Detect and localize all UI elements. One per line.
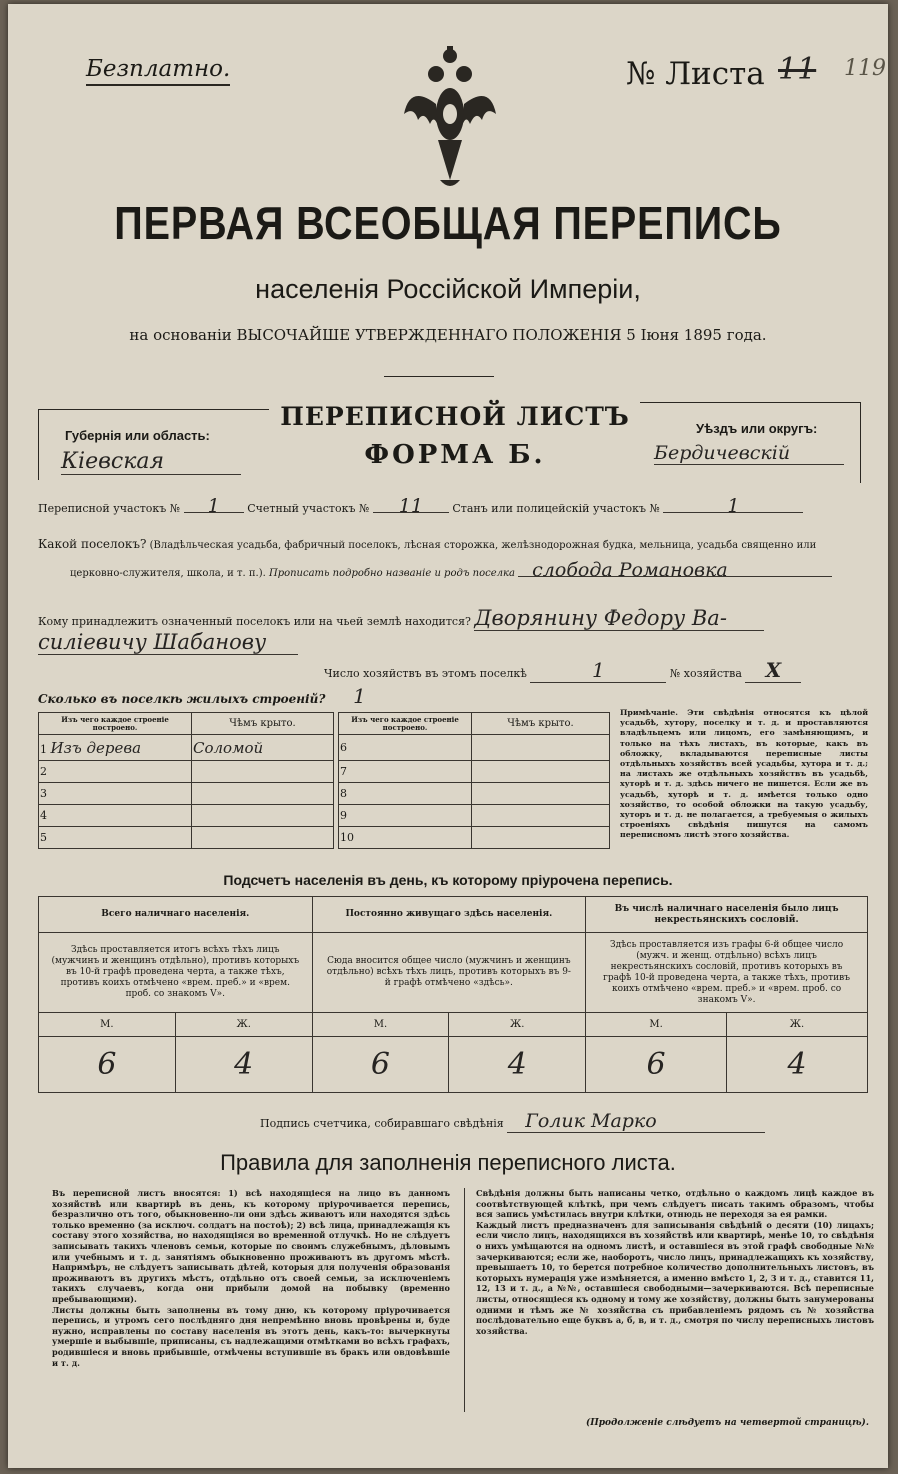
free-label: Безплатно. bbox=[86, 56, 230, 86]
uezd-label: Уѣздъ или округъ: bbox=[696, 421, 818, 436]
material-cell bbox=[339, 783, 472, 805]
rules-continued-note: (Продолженіе слѣдуетъ на четвертой страницѣ). bbox=[586, 1418, 869, 1428]
male-header: М. bbox=[312, 1013, 449, 1037]
total-male-count: 6 bbox=[39, 1037, 176, 1093]
row-number: 3 bbox=[40, 787, 47, 800]
household-number-label: № хозяйства bbox=[669, 667, 742, 680]
rules-heading: Правила для заполненія переписного листа. bbox=[220, 1150, 676, 1175]
owner-line bbox=[38, 606, 868, 631]
gubernia-label: Губернія или область: bbox=[65, 428, 210, 443]
table-row bbox=[39, 827, 334, 849]
owner-label: Кому принадлежитъ означенный поселокъ или на чьей землѣ находится? bbox=[38, 615, 471, 628]
population-table bbox=[38, 896, 868, 1093]
signature-line bbox=[260, 1110, 765, 1133]
non-peasant-female-count: 4 bbox=[727, 1037, 868, 1093]
table-row bbox=[339, 761, 610, 783]
signature-value: Голик Марко bbox=[507, 1110, 765, 1133]
population-title-row bbox=[39, 897, 868, 933]
material-column-header: Изъ чего каждое строеніе построено. bbox=[339, 713, 472, 735]
buildings-table-right bbox=[338, 712, 610, 849]
material-cell bbox=[39, 783, 192, 805]
roof-value bbox=[472, 827, 610, 849]
count-district-label: Счетный участокъ № bbox=[247, 502, 370, 515]
permanent-male-count: 6 bbox=[312, 1037, 449, 1093]
roof-value bbox=[192, 783, 334, 805]
row-number: 5 bbox=[40, 831, 47, 844]
households-count-value: 1 bbox=[530, 658, 666, 683]
material-cell bbox=[339, 735, 472, 761]
row-number: 4 bbox=[40, 809, 47, 822]
title-divider bbox=[384, 376, 494, 377]
count-row bbox=[39, 1037, 868, 1093]
roof-value bbox=[472, 783, 610, 805]
material-cell bbox=[339, 761, 472, 783]
permanent-female-count: 4 bbox=[449, 1037, 586, 1093]
roof-value bbox=[472, 805, 610, 827]
non-peasant-population-title: Въ числѣ наличнаго населенія было лицъ некрестьянскихъ сословій. bbox=[586, 897, 868, 933]
gubernia-value: Кіевская bbox=[61, 449, 241, 475]
buildings-note: Примѣчаніе. Эти свѣдѣнія относятся къ цѣлой усадьбѣ, хутору, поселку и т. д. и проставляются владѣльцемъ или лицомъ, его замѣняющимъ, и только на тѣхъ листахъ, въ которые, какъ въ обложку, вкладываются переписные листы отдѣльныхъ хозяйствъ всей усадьбы, хутора и т. д.; на листахъ же отдѣльныхъ хозяйствъ въ усадьбѣ, хуторѣ и т. д. здѣсь ничего не пишется. Если же въ усадьбѣ, хуторѣ и т. д. имѣется только одно хозяйство, то особой обложки на такую усадьбу, хуторъ и т. д. не полагается, а требуемыя о жилыхъ строеніяхъ свѣдѣнія пишутся на самомъ переписномъ листѣ этого хозяйства. bbox=[620, 708, 868, 840]
uezd-value: Бердичевскій bbox=[654, 442, 844, 465]
male-header: М. bbox=[586, 1013, 727, 1037]
settlement-instruction: Прописать подробно названіе и родъ поселка bbox=[268, 568, 515, 579]
table-row bbox=[39, 783, 334, 805]
settlement-question-line bbox=[38, 538, 868, 552]
settlement-answer-line bbox=[70, 559, 870, 581]
permanent-population-desc: Сюда вносится общее число (мужчинъ и женщинъ отдѣльно) всѣхъ тѣхъ лицъ, противъ которыхъ въ 9-й графѣ отмѣчено «здѣсь». bbox=[312, 933, 586, 1013]
population-desc-row bbox=[39, 933, 868, 1013]
census-district-label: Переписной участокъ № bbox=[38, 502, 181, 515]
form-title: ПЕРЕПИСНОЙ ЛИСТЪ bbox=[280, 402, 630, 431]
table-row bbox=[339, 783, 610, 805]
buildings-label: Сколько въ поселкѣ жилыхъ строеній? bbox=[38, 692, 326, 706]
row-number: 2 bbox=[40, 765, 47, 778]
buildings-table-left bbox=[38, 712, 334, 849]
material-value: Изъ дерева bbox=[50, 738, 142, 757]
district-line bbox=[38, 495, 858, 517]
subtitle: населенія Россійской Имперіи, bbox=[255, 274, 641, 304]
material-column-header: Изъ чего каждое строеніе построено. bbox=[39, 713, 192, 735]
household-number-value: X bbox=[745, 658, 801, 683]
roof-value bbox=[192, 827, 334, 849]
row-number: 1 bbox=[40, 742, 47, 756]
total-population-desc: Здѣсь проставляется итогъ всѣхъ тѣхъ лицъ (мужчинъ и женщинъ отдѣльно), противъ которыхъ въ 10-й графѣ проведена черта, а также тѣхъ, противъ коихъ отмѣчено «врем. преб.» и «врем. проб. со знакомъ V». bbox=[39, 933, 313, 1013]
census-district-value: 1 bbox=[184, 500, 244, 513]
signature-label: Подпись счетчика, собиравшаго свѣдѣнія bbox=[260, 1117, 504, 1130]
roof-column-header: Чѣмъ крыто. bbox=[192, 713, 334, 735]
roof-value bbox=[192, 761, 334, 783]
male-header: М. bbox=[39, 1013, 176, 1037]
row-number: 10 bbox=[340, 831, 354, 844]
census-sheet bbox=[8, 4, 888, 1468]
material-cell bbox=[39, 805, 192, 827]
main-title: ПЕРВАЯ ВСЕОБЩАЯ ПЕРЕПИСЬ bbox=[114, 197, 782, 249]
margin-number: 119 bbox=[844, 56, 886, 81]
rules-left-text: Въ переписной листъ вносятся: 1) всѣ находящіеся на лицо въ данномъ хозяйствѣ или квартирѣ въ день, къ которому пріурочивается перепись, безразлично отъ того, обыкновенно-ли они здѣсь живаютъ или находятся здѣсь только временно (за исключ. солдатъ на постоѣ); 2) всѣ лица, принадлежащія къ составу этого хозяйства, но находящіяся во временной отлучкѣ. Но не слѣдуетъ записывать такихъ членовъ семьи, которые по своимъ служебнымъ, дѣловымъ или учебнымъ и т. д. занятіямъ обыкновенно проживаютъ въ другомъ мѣстѣ. Напримѣръ, не слѣдуетъ записывать дѣтей, которыя для полученія образованія проживаютъ въ другихъ мѣстъ, отдѣльно отъ своей семьи, за исключеніемъ такихъ случаевъ, когда они прибыли домой на побывку (временно пребывающими). Листы должны быть заполнены въ тому дню, къ которому пріурочивается перепись, и утромъ сего послѣдняго дня непремѣнно вновь провѣрены и, буде нужно, исправлены по составу населенія въ этотъ день, какъ-то: вычеркнуты умершіе и выбывшіе, приписаны, съ надлежащими отмѣтками во всѣхъ графахъ, родившіеся и вновь прибывшіе, отмѣчены вступившіе въ бракъ или овдовѣвшіе и т. д. bbox=[52, 1188, 450, 1368]
material-cell bbox=[39, 735, 192, 761]
settlement-hint: (Владѣльческая усадьба, фабричный поселокъ, лѣсная сторожка, желѣзнодорожная будка, мельница, усадьба священно или bbox=[149, 540, 817, 551]
gubernia-box bbox=[38, 409, 269, 480]
uezd-box bbox=[640, 402, 861, 483]
stan-value: 1 bbox=[663, 500, 803, 513]
female-header: Ж. bbox=[175, 1013, 312, 1037]
table-row bbox=[39, 735, 334, 761]
table-row bbox=[39, 805, 334, 827]
rules-right-text: Свѣдѣнія должны быть написаны четко, отдѣльно о каждомъ лицѣ каждое въ соотвѣтствующей клѣткѣ, при чемъ слѣдуетъ писать такимъ образомъ, чтобы вся запись умѣстилась внутри клѣтки, отнюдь не переходя за ея рамки. Каждый листъ предназначенъ для записыванія свѣдѣній о десяти (10) лицахъ; если число лицъ, находящихся въ хозяйствѣ или квартирѣ, менѣе 10, то свѣдѣнія о нихъ умѣщаются на одномъ листѣ, и оставшіеся въ этой графѣ свободные №№ зачеркиваются; если же, наоборотъ, число лицъ, принадлежащихъ къ хозяйству, превышаетъ 10, то берется потребное количество дополнительныхъ листовъ, въ которыхъ нумерація уже измѣняется, а именно вмѣсто 1, 2, 3 и т. д., ставится 11, 12, 13 и т. д., а №№, оставшіеся свободными—зачеркиваются. Всѣ переписные листы, относящіеся къ одному и тому же хозяйству, должны быть занумерованы одними и тѣмъ же № хозяйства съ прибавленіемъ рядомъ съ № хозяйства послѣдовательно еще буквъ а, б, в, и т. д., смотря по числу переписныхъ листовъ хозяйства. bbox=[476, 1188, 874, 1336]
row-number: 8 bbox=[340, 787, 347, 800]
material-cell bbox=[339, 827, 472, 849]
basis-line: на основаніи ВЫСОЧАЙШЕ УТВЕРЖДЕННАГО ПОЛОЖЕНІЯ 5 Іюня 1895 года. bbox=[129, 326, 767, 344]
roof-column-header: Чѣмъ крыто. bbox=[472, 713, 610, 735]
buildings-value: 1 bbox=[353, 684, 366, 708]
female-header: Ж. bbox=[727, 1013, 868, 1037]
buildings-line bbox=[38, 684, 390, 708]
sex-header-row bbox=[39, 1013, 868, 1037]
roof-value: Соломой bbox=[192, 735, 334, 761]
total-female-count: 4 bbox=[175, 1037, 312, 1093]
table-row bbox=[339, 827, 610, 849]
households-line bbox=[324, 658, 864, 683]
row-number: 6 bbox=[340, 741, 347, 754]
settlement-hint-2: церковно-служителя, школа, и т. п.). bbox=[70, 568, 266, 579]
households-count-label: Число хозяйствъ въ этомъ поселкѣ bbox=[324, 667, 527, 680]
material-cell bbox=[39, 761, 192, 783]
total-population-title: Всего наличнаго населенія. bbox=[39, 897, 313, 933]
non-peasant-male-count: 6 bbox=[586, 1037, 727, 1093]
eagle-emblem bbox=[400, 44, 500, 192]
row-number: 9 bbox=[340, 809, 347, 822]
roof-value bbox=[472, 761, 610, 783]
count-district-value: 11 bbox=[373, 500, 449, 513]
table-row bbox=[39, 761, 334, 783]
permanent-population-title: Постоянно живущаго здѣсь населенія. bbox=[312, 897, 586, 933]
sheet-number-value: 11 bbox=[778, 52, 817, 87]
sheet-number-label: № Листа bbox=[626, 56, 765, 92]
owner-value-2: силіевичу Шабанову bbox=[38, 630, 298, 655]
settlement-question: Какой поселокъ? bbox=[38, 537, 147, 551]
table-row bbox=[339, 735, 610, 761]
material-cell bbox=[39, 827, 192, 849]
material-cell bbox=[339, 805, 472, 827]
table-row bbox=[339, 805, 610, 827]
roof-value bbox=[192, 805, 334, 827]
settlement-value: слобода Романовка bbox=[518, 564, 832, 577]
population-heading: Подсчетъ населенія въ день, къ которому пріурочена перепись. bbox=[223, 872, 673, 888]
roof-value bbox=[472, 735, 610, 761]
rules-divider bbox=[464, 1188, 465, 1412]
owner-value-1: Дворянину Федору Ва- bbox=[474, 606, 764, 631]
row-number: 7 bbox=[340, 765, 347, 778]
form-name: ФОРМА Б. bbox=[364, 440, 546, 470]
stan-label: Станъ или полицейскій участокъ № bbox=[452, 502, 660, 515]
non-peasant-population-desc: Здѣсь проставляется изъ графы 6-й общее число (мужч. и женщ. отдѣльно) всѣхъ лицъ некрестьянскихъ сословій, противъ которыхъ въ графѣ 10-й проведена черта, а также тѣхъ, противъ коихъ отмѣчено «врем. преб.» и «врем. проб. со знакомъ V». bbox=[586, 933, 868, 1013]
female-header: Ж. bbox=[449, 1013, 586, 1037]
table-header bbox=[39, 713, 334, 735]
table-header bbox=[339, 713, 610, 735]
